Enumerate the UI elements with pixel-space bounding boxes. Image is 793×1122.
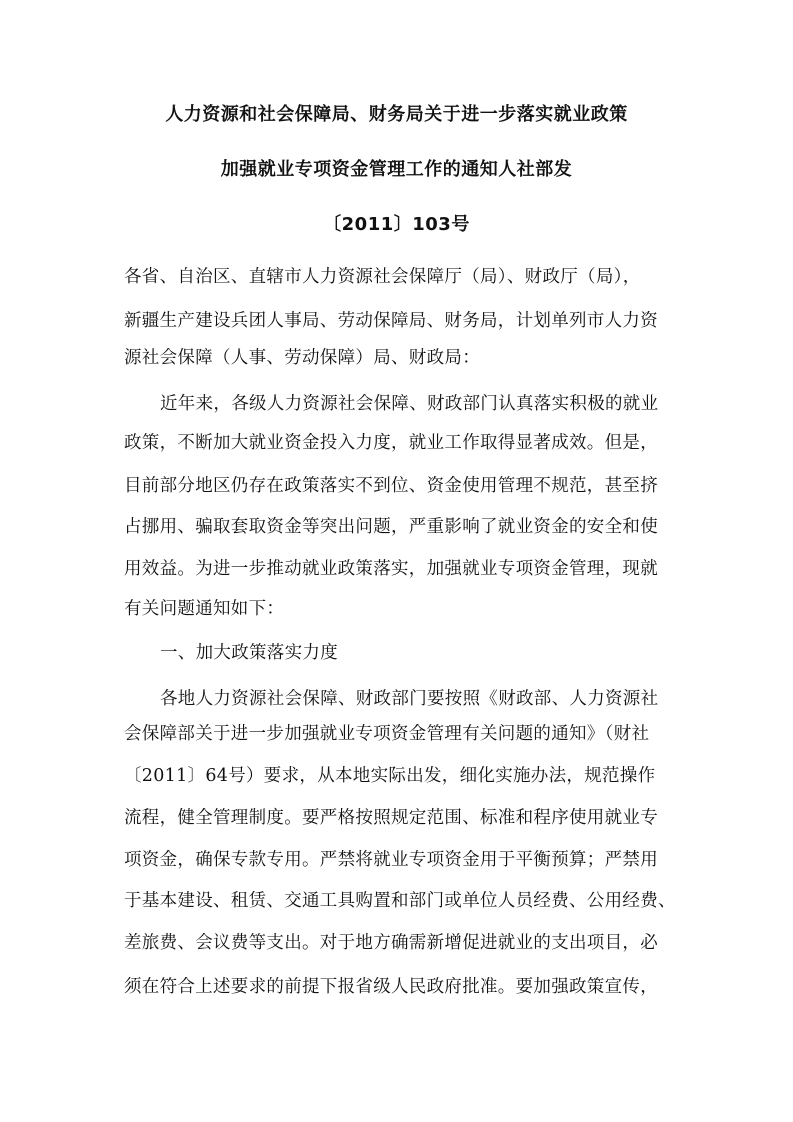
paragraph-line: 须在符合上述要求的前提下报省级人民政府批准。要加强政策宣传， [124,977,658,997]
paragraph-line: 用效益。为进一步推动就业政策落实，加强就业专项资金管理，现就 [124,559,658,579]
paragraph-line: 目前部分地区仍存在政策落实不到位、资金使用管理不规范，甚至挤 [124,476,658,496]
section-heading: 一、加大政策落实力度 [160,643,338,663]
addressee-line-1: 各省、自治区、直辖市人力资源社会保障厅（局）、财政厅（局）， [124,267,641,287]
title-line-1: 人力资源和社会保障局、财务局关于进一步落实就业政策 [165,104,628,125]
paragraph-line: 于基本建设、租赁、交通工具购置和部门或单位人员经费、公用经费、 [124,891,676,911]
paragraph-line: 差旅费、会议费等支出。对于地方确需新增促进就业的支出项目，必 [124,933,658,953]
paragraph-line: 会保障部关于进一步加强就业专项资金管理有关问题的通知》（财社 [124,724,650,744]
paragraph-line: 流程，健全管理制度。要严格按照规定范围、标准和程序使用就业专 [124,808,658,828]
paragraph-line: 政策，不断加大就业资金投入力度，就业工作取得显著成效。但是， [124,433,658,453]
paragraph-line: 项资金，确保专款专用。严禁将就业专项资金用于平衡预算；严禁用 [124,850,658,870]
paragraph-line: 〔2011〕64号）要求，从本地实际出发，细化实施办法，规范操作 [124,766,656,786]
paragraph-line: 近年来，各级人力资源社会保障、财政部门认真落实积极的就业 [160,394,659,414]
paragraph-line: 有关问题通知如下： [124,599,285,619]
addressee-line-2: 新疆生产建设兵团人事局、劳动保障局、财务局，计划单列市人力资 [124,311,658,331]
title-line-2: 加强就业专项资金管理工作的通知人社部发 [220,159,573,180]
addressee-line-3: 源社会保障（人事、劳动保障）局、财政局： [124,348,480,368]
paragraph-line: 占挪用、骗取套取资金等突出问题，严重影响了就业资金的安全和使 [124,517,658,537]
paragraph-line: 各地人力资源社会保障、财政部门要按照《财政部、人力资源社 [160,689,659,709]
document-number: 〔2011〕103号 [323,214,470,235]
